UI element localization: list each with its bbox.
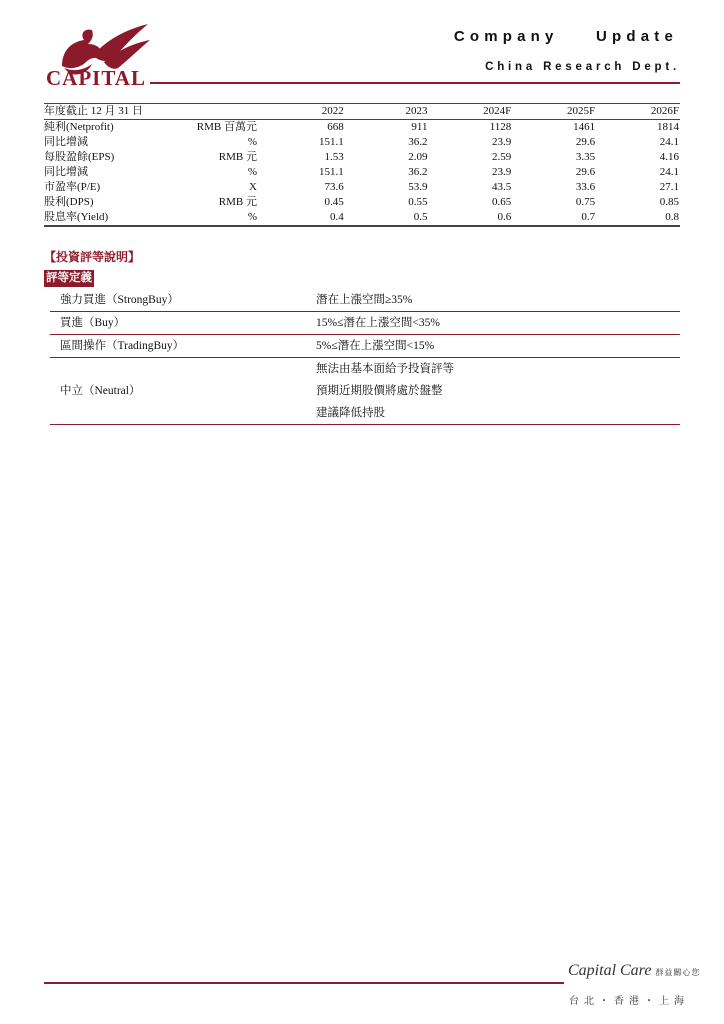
rating-name-text: 強力買進（StrongBuy） bbox=[60, 294, 179, 306]
value-cell: 36.2 bbox=[408, 166, 428, 178]
value-cell: 29.6 bbox=[575, 166, 596, 178]
value-cell: 4.16 bbox=[659, 151, 679, 163]
footer-brand-logo: Capital Care bbox=[568, 962, 652, 979]
rating-row bbox=[50, 312, 680, 335]
value-cell: 0.7 bbox=[512, 210, 596, 226]
rating-name bbox=[50, 358, 306, 425]
rating-name-text: 區間操作（TradingBuy） bbox=[60, 340, 185, 352]
rating-description bbox=[306, 335, 680, 358]
financial-summary-table bbox=[44, 103, 680, 227]
rating-definition-table bbox=[50, 289, 680, 425]
row-label: 每股盈餘(EPS) bbox=[44, 151, 115, 163]
value-cell: 0.45 bbox=[324, 196, 344, 208]
value-cell: 24.1 bbox=[659, 166, 679, 178]
value-cell: 53.9 bbox=[408, 181, 428, 193]
department-subtitle: China Research Dept. bbox=[485, 61, 680, 73]
header-rule bbox=[150, 82, 680, 84]
value-cell: 1.53 bbox=[324, 151, 344, 163]
rating-description-line: 建議降低持股 bbox=[316, 407, 385, 419]
footer-cities: 台北・香港・上海 bbox=[569, 996, 689, 1007]
value-cell: 0.8 bbox=[596, 210, 680, 226]
rating-name-text: 買進（Buy） bbox=[60, 317, 126, 329]
header-cell: 2026F bbox=[596, 104, 680, 120]
header-cell: 年度截止 12 月 31 日 bbox=[44, 104, 170, 120]
table-row bbox=[44, 135, 680, 150]
row-unit: % bbox=[247, 136, 257, 148]
value-cell: 0.5 bbox=[345, 210, 429, 226]
row-unit: RMB 元 bbox=[218, 196, 257, 208]
value-cell: 151.1 bbox=[319, 166, 344, 178]
value-cell: 911 bbox=[411, 121, 428, 133]
rating-description-line: 無法由基本面給予投資評等 bbox=[316, 363, 454, 375]
value-cell: 0.65 bbox=[492, 196, 512, 208]
value-cell: 27.1 bbox=[659, 181, 679, 193]
value-cell: 1128 bbox=[489, 121, 512, 133]
value-cell: 1814 bbox=[657, 121, 679, 133]
rating-description bbox=[306, 312, 680, 335]
value-cell: 33.6 bbox=[575, 181, 596, 193]
table-row bbox=[44, 195, 680, 210]
page-title: Company Update bbox=[453, 28, 678, 45]
row-label: 純利(Netprofit) bbox=[44, 121, 114, 133]
row-label: 同比增減 bbox=[44, 136, 88, 148]
rating-row bbox=[50, 358, 680, 425]
value-cell: 668 bbox=[327, 121, 344, 133]
value-cell: 3.35 bbox=[575, 151, 596, 163]
value-cell: 73.6 bbox=[324, 181, 344, 193]
row-label: 同比增減 bbox=[44, 166, 88, 178]
rating-name bbox=[50, 312, 306, 335]
row-unit: RMB 百萬元 bbox=[196, 121, 257, 133]
rating-definition-badge: 評等定義 bbox=[44, 270, 94, 287]
table-row bbox=[44, 210, 680, 226]
row-label: 市盈率(P/E) bbox=[44, 181, 101, 193]
rating-description-line: 15%≤潛在上漲空間<35% bbox=[316, 317, 440, 329]
value-cell: 1461 bbox=[573, 121, 596, 133]
rating-description-line: 5%≤潛在上漲空間<15% bbox=[316, 340, 435, 352]
header-cell: 2025F bbox=[512, 104, 596, 120]
value-cell: 2.09 bbox=[408, 151, 428, 163]
footer-rule bbox=[44, 982, 564, 984]
value-cell: 29.6 bbox=[575, 136, 596, 148]
row-unit: RMB 元 bbox=[218, 151, 257, 163]
row-unit: % bbox=[247, 166, 257, 178]
table-row bbox=[44, 120, 680, 136]
table-row bbox=[44, 150, 680, 165]
footer-brand bbox=[568, 962, 700, 980]
rating-description bbox=[306, 289, 680, 312]
value-cell: 36.2 bbox=[408, 136, 428, 148]
logo-wordmark: CAPITAL bbox=[46, 66, 146, 90]
value-cell: 0.85 bbox=[659, 196, 679, 208]
value-cell: 0.55 bbox=[408, 196, 428, 208]
value-cell: 43.5 bbox=[492, 181, 512, 193]
value-cell: 0.75 bbox=[575, 196, 596, 208]
table-row bbox=[44, 180, 680, 195]
rating-name bbox=[50, 289, 306, 312]
rating-row bbox=[50, 289, 680, 312]
row-unit: X bbox=[249, 181, 257, 193]
value-cell: 23.9 bbox=[492, 166, 512, 178]
rating-name-text: 中立（Neutral） bbox=[60, 385, 141, 397]
header-cell: 2022 bbox=[261, 104, 345, 120]
row-unit: % bbox=[170, 210, 261, 226]
table-header-row bbox=[44, 104, 680, 120]
row-label: 股息率(Yield) bbox=[44, 210, 170, 226]
value-cell: 24.1 bbox=[659, 136, 679, 148]
header-cell: 2024F bbox=[428, 104, 512, 120]
header-cell bbox=[170, 104, 261, 120]
value-cell: 23.9 bbox=[492, 136, 512, 148]
rating-name bbox=[50, 335, 306, 358]
value-cell: 0.6 bbox=[428, 210, 512, 226]
row-label: 股利(DPS) bbox=[44, 196, 94, 208]
rating-row bbox=[50, 335, 680, 358]
rating-description-line: 預期近期股價將處於盤整 bbox=[316, 385, 443, 397]
rating-section-title: 【投資評等說明】 bbox=[44, 250, 141, 264]
value-cell: 2.59 bbox=[492, 151, 512, 163]
table-row bbox=[44, 165, 680, 180]
rating-description-line: 潛在上漲空間≥35% bbox=[316, 294, 413, 306]
value-cell: 151.1 bbox=[319, 136, 344, 148]
header-cell: 2023 bbox=[345, 104, 429, 120]
footer-brand-cn: 群益關心您 bbox=[655, 968, 701, 977]
value-cell: 0.4 bbox=[261, 210, 345, 226]
rating-description bbox=[306, 358, 680, 425]
